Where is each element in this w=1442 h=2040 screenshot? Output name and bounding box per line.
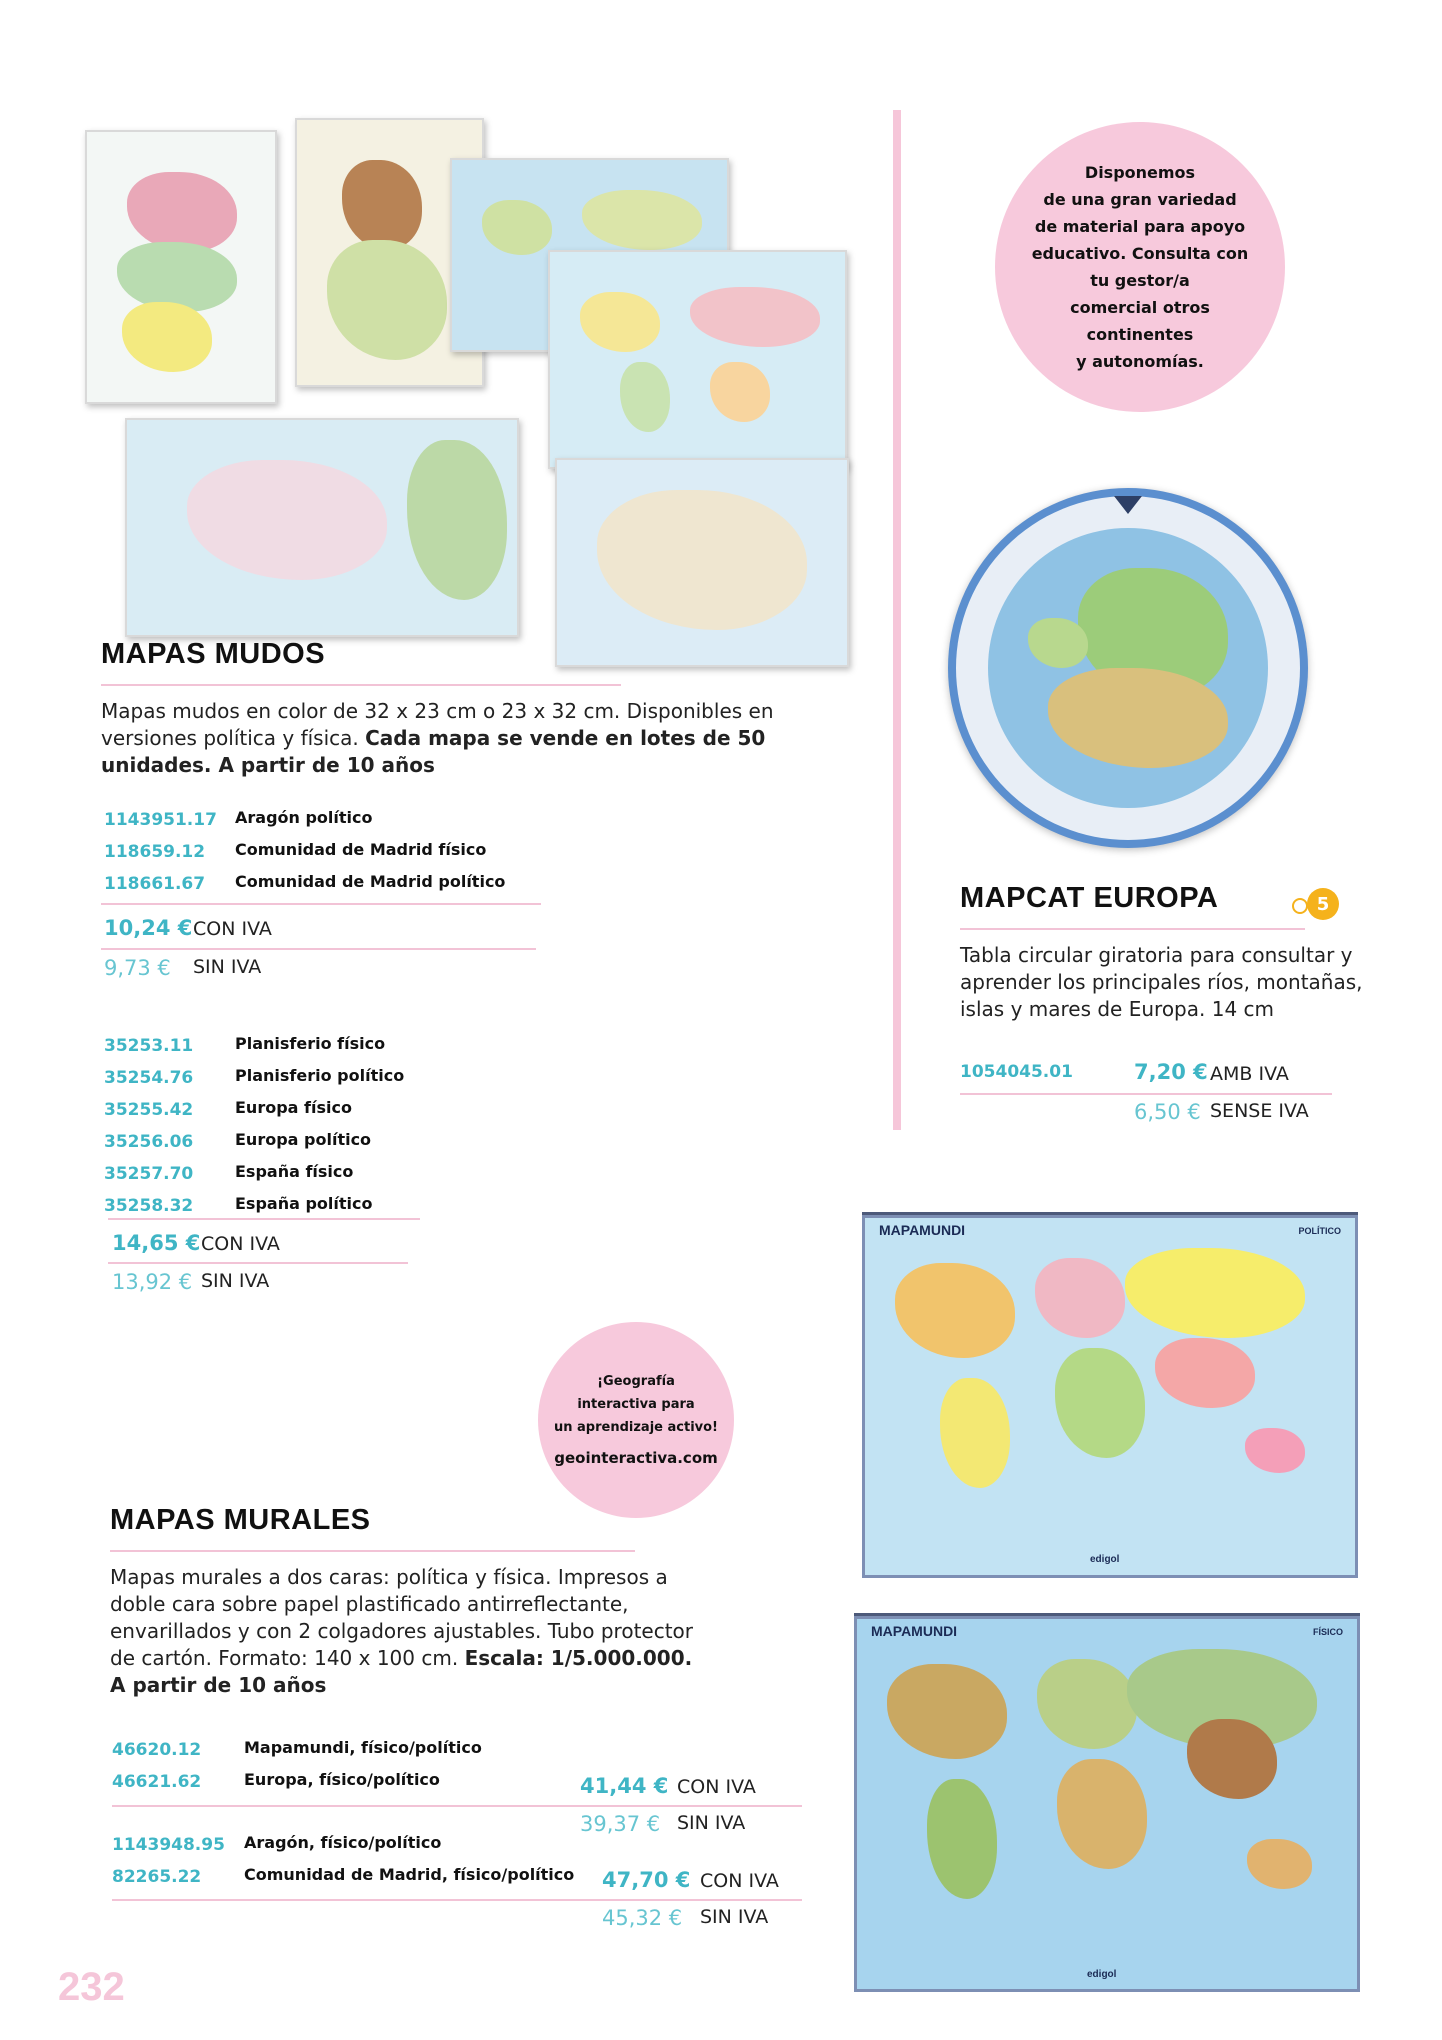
price-without-tax: 13,92 €: [112, 1270, 193, 1294]
price-with-tax-label: CON IVA: [700, 1870, 779, 1892]
europe-map-image: [125, 418, 519, 637]
info-circle-line: educativo. Consulta con: [1031, 244, 1249, 263]
product-name: Europa, físico/político: [244, 1770, 440, 1789]
price-without-tax: 45,32 €: [602, 1906, 683, 1930]
price-rule: [960, 1093, 1332, 1095]
geo-circle-line: interactiva para: [577, 1397, 695, 1412]
mapcat-title: MAPCAT EUROPA: [960, 882, 1219, 914]
price-without-tax-label: SIN IVA: [193, 956, 262, 978]
price-without-tax: 9,73 €: [104, 956, 171, 980]
age-arrow-icon: [1292, 898, 1308, 914]
price-rule: [101, 903, 541, 905]
age-badge: [1307, 888, 1339, 920]
page-number: 232: [58, 1965, 125, 2009]
info-circle-line: de una gran variedad: [1043, 190, 1237, 209]
physical-mural-title: MAPAMUNDI: [871, 1623, 958, 1639]
product-code: 118661.67: [104, 874, 206, 894]
column-divider: [893, 110, 901, 1130]
mapcat-disc-image: [948, 488, 1308, 848]
mapas-mudos-desc-text: Mapas mudos en color de 32 x 23 cm o 23 x 32 cm. Disponibles en versiones política y física.: [101, 699, 774, 750]
geo-circle-line: un aprendizaje activo!: [554, 1420, 718, 1435]
product-name: España político: [235, 1194, 373, 1213]
product-code: 35257.70: [104, 1164, 194, 1184]
product-code: 1143951.17: [104, 810, 217, 830]
product-code: 1054045.01: [960, 1062, 1073, 1082]
info-circle-line: comercial otros: [1070, 298, 1210, 317]
info-circle-line: Disponemos: [1084, 163, 1196, 182]
product-name: Aragón político: [235, 808, 373, 827]
price-rule: [112, 1899, 802, 1901]
mapas-murales-title: MAPAS MURALES: [110, 1504, 371, 1536]
political-mural-tag: POLÍTICO: [1298, 1226, 1341, 1236]
product-code: 1143948.95: [112, 1835, 225, 1855]
spain-map-image: [555, 458, 849, 667]
political-mural-title: MAPAMUNDI: [879, 1222, 966, 1238]
price-with-tax-label: AMB IVA: [1210, 1063, 1289, 1085]
product-code: 35253.11: [104, 1036, 194, 1056]
physical-mural-tag: FÍSICO: [1312, 1627, 1343, 1637]
mapas-mudos-desc-bold: Cada mapa se vende en lotes de 50 unidades. A partir de 10 años: [101, 726, 766, 777]
mapas-murales-desc-bold: Escala: 1/5.000.000. A partir de 10 años: [110, 1646, 693, 1697]
product-code: 35258.32: [104, 1196, 194, 1216]
geo-circle-line: ¡Geografía: [597, 1374, 675, 1389]
price-with-tax: 10,24 €: [104, 916, 193, 940]
mapcat-title-rule: [960, 928, 1305, 930]
price-without-tax-label: SIN IVA: [677, 1812, 746, 1834]
product-name: Europa físico: [235, 1098, 352, 1117]
price-rule: [101, 948, 536, 950]
price-without-tax: 6,50 €: [1134, 1100, 1201, 1124]
price-with-tax: 47,70 €: [602, 1868, 691, 1892]
price-with-tax: 41,44 €: [580, 1774, 669, 1798]
aragon-map-image: [85, 130, 277, 404]
price-without-tax-label: SENSE IVA: [1210, 1100, 1309, 1122]
geointeractiva-circle: [538, 1322, 734, 1518]
product-name: España físico: [235, 1162, 354, 1181]
geointeractiva-link[interactable]: geointeractiva.com: [554, 1449, 718, 1467]
product-name: Planisferio político: [235, 1066, 405, 1085]
price-rule: [108, 1262, 408, 1264]
info-circle: [995, 122, 1285, 412]
price-with-tax: 7,20 €: [1134, 1060, 1208, 1084]
product-code: 35254.76: [104, 1068, 194, 1088]
product-name: Europa político: [235, 1130, 372, 1149]
mapas-murales-description: [110, 1564, 700, 1699]
physical-mural-brand: edigol: [1087, 1969, 1117, 1980]
product-code: 82265.22: [112, 1867, 202, 1887]
product-name: Comunidad de Madrid físico: [235, 840, 487, 859]
product-name: Comunidad de Madrid, físico/político: [244, 1865, 575, 1884]
mapas-mudos-title-rule: [101, 684, 621, 686]
age-badge-value: 5: [1316, 893, 1330, 915]
world-political-map-image: [548, 250, 847, 469]
price-with-tax: 14,65 €: [112, 1231, 201, 1255]
price-without-tax-label: SIN IVA: [700, 1906, 769, 1928]
price-rule: [112, 1805, 802, 1807]
product-code: 46621.62: [112, 1772, 202, 1792]
political-mural-brand: edigol: [1090, 1554, 1120, 1565]
product-name: Mapamundi, físico/político: [244, 1738, 482, 1757]
price-with-tax-label: CON IVA: [193, 918, 272, 940]
price-with-tax-label: CON IVA: [677, 1776, 756, 1798]
mapas-murales-desc-text: Mapas murales a dos caras: política y física. Impresos a doble cara sobre papel plastificado antirreflectante, envarillados y con 2 colgadores ajustables. Tubo protector de cartón. Formato: 140 x 100 cm.: [110, 1565, 694, 1670]
product-name: Aragón, físico/político: [244, 1833, 442, 1852]
mapas-mudos-description: [101, 698, 801, 779]
info-circle-line: continentes: [1086, 325, 1194, 344]
product-code: 35256.06: [104, 1132, 194, 1152]
product-code: 46620.12: [112, 1740, 202, 1760]
info-circle-line: tu gestor/a: [1090, 271, 1190, 290]
info-circle-line: y autonomías.: [1076, 352, 1204, 371]
info-circle-line: de material para apoyo: [1034, 217, 1246, 236]
product-code: 118659.12: [104, 842, 206, 862]
price-with-tax-label: CON IVA: [201, 1233, 280, 1255]
mapas-murales-title-rule: [110, 1550, 635, 1552]
price-without-tax: 39,37 €: [580, 1812, 661, 1836]
product-code: 35255.42: [104, 1100, 194, 1120]
product-name: Comunidad de Madrid político: [235, 872, 506, 891]
product-name: Planisferio físico: [235, 1034, 386, 1053]
mapcat-description: Tabla circular giratoria para consultar y aprender los principales ríos, montañas, islas y mares de Europa. 14 cm: [960, 943, 1363, 1021]
price-rule: [108, 1218, 420, 1220]
price-without-tax-label: SIN IVA: [201, 1270, 270, 1292]
mapas-mudos-title: MAPAS MUDOS: [101, 638, 326, 670]
